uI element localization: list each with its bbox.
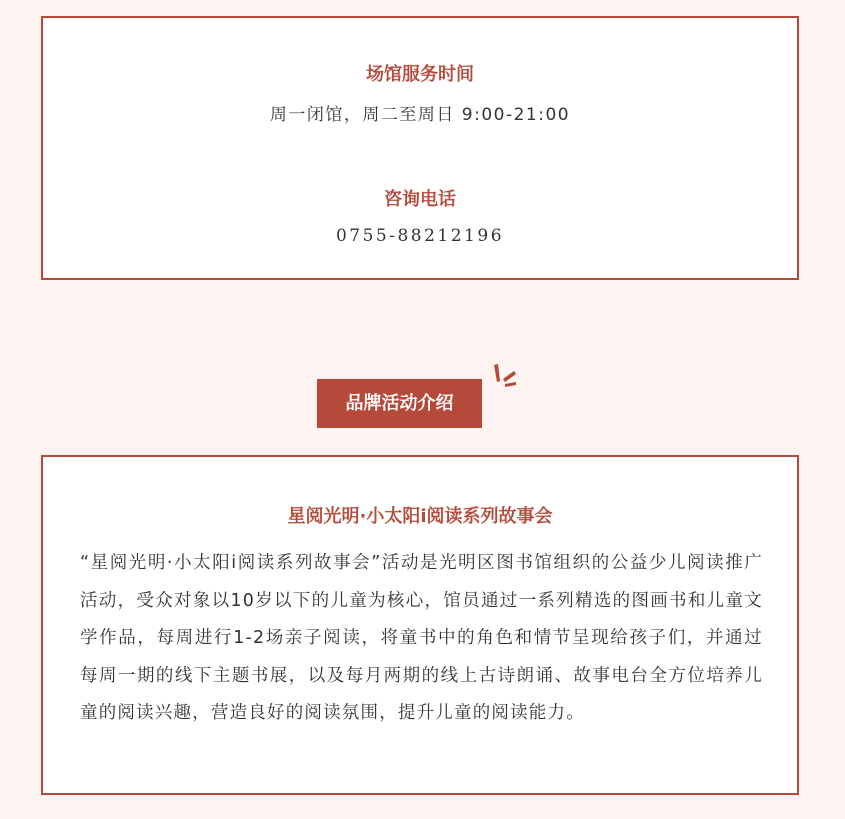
service-info-panel: [41, 16, 799, 280]
phone-number: 0755-88212196: [335, 226, 505, 246]
phone-title: 咨询电话: [384, 189, 456, 210]
brand-section-tag: 品牌活动介绍: [317, 379, 482, 428]
service-hours-title: 场馆服务时间: [366, 64, 474, 85]
sparkle-icon: [488, 361, 524, 391]
activity-title: 星阅光明·小太阳i阅读系列故事会: [287, 506, 553, 527]
brand-activity-panel: [41, 455, 799, 795]
activity-description: “星阅光明·小太阳i阅读系列故事会”活动是光明区图书馆组织的公益少儿阅读推广活动，受众对象以10岁以下的儿童为核心，馆员通过一系列精选的图画书和儿童文学作品，每周进行1-2场亲子阅读，将童书中的角色和情节呈现给孩子们，并通过每周一期的线下主题书展，以及每月两期的线上古诗朗诵、故事电台全方位培养儿童的阅读兴趣，营造良好的阅读氛围，提升儿童的阅读能力。: [80, 553, 763, 723]
service-hours-text: 周一闭馆，周二至周日 9:00-21:00: [269, 105, 571, 125]
